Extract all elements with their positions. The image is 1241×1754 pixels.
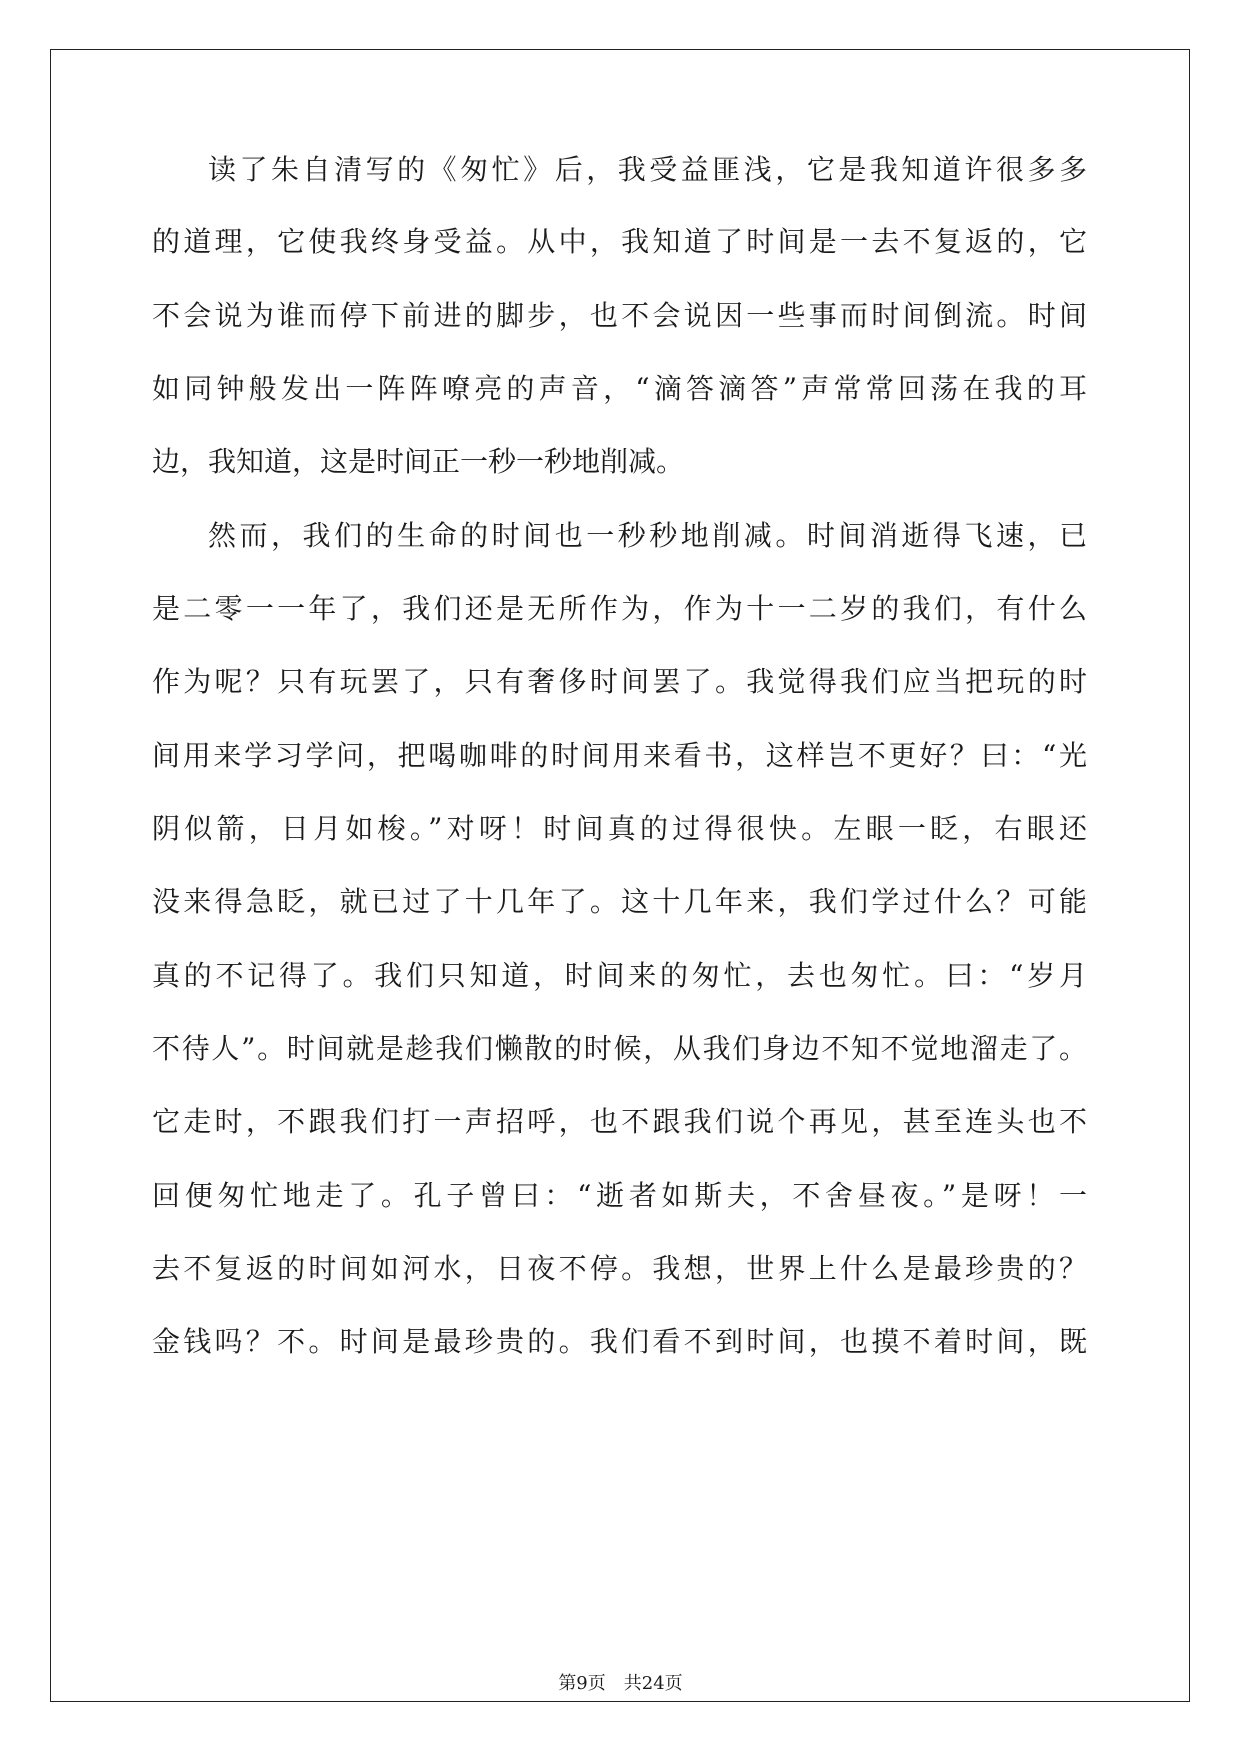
paragraph-2-line-2: 是二零一一年了，我们还是无所作为，作为十一二岁的我们，有什么	[152, 592, 1087, 625]
paragraph-2-line-7: 真的不记得了。我们只知道，时间来的匆忙，去也匆忙。曰：“岁月	[152, 959, 1087, 992]
paragraph-2-line-8: 不待人”。时间就是趁我们懒散的时候，从我们身边不知不觉地溜走了。	[152, 1032, 1087, 1065]
paragraph-2-line-6: 没来得急眨，就已过了十几年了。这十几年来，我们学过什么？可能	[152, 885, 1087, 918]
paragraph-1-line-5: 边，我知道，这是时间正一秒一秒地削减。	[152, 445, 685, 478]
page-footer	[0, 1672, 1241, 1696]
paragraph-2-line-9: 它走时，不跟我们打一声招呼，也不跟我们说个再见，甚至连头也不	[152, 1105, 1087, 1138]
paragraph-1-line-2: 的道理，它使我终身受益。从中，我知道了时间是一去不复返的，它	[152, 225, 1087, 258]
paragraph-2-line-1: 然而，我们的生命的时间也一秒秒地削减。时间消逝得飞速，已	[208, 519, 1087, 552]
page-total: 共24页	[623, 1673, 683, 1694]
page-number: 第9页	[558, 1673, 606, 1694]
paragraph-2-line-11: 去不复返的时间如河水，日夜不停。我想，世界上什么是最珍贵的？	[152, 1252, 1087, 1285]
paragraph-1-line-1: 读了朱自清写的《匆忙》后，我受益匪浅，它是我知道许很多多	[208, 153, 1087, 186]
paragraph-2-line-3: 作为呢？只有玩罢了，只有奢侈时间罢了。我觉得我们应当把玩的时	[152, 665, 1087, 698]
paragraph-1-line-4: 如同钟般发出一阵阵嘹亮的声音，“滴答滴答”声常常回荡在我的耳	[152, 372, 1087, 405]
paragraph-2-line-12: 金钱吗？不。时间是最珍贵的。我们看不到时间，也摸不着时间，既	[152, 1325, 1087, 1358]
paragraph-1-line-3: 不会说为谁而停下前进的脚步，也不会说因一些事而时间倒流。时间	[152, 299, 1087, 332]
paragraph-2-line-4: 间用来学习学问，把喝咖啡的时间用来看书，这样岂不更好？曰：“光	[152, 739, 1087, 772]
paragraph-2-line-10: 回便匆忙地走了。孔子曾曰：“逝者如斯夫，不舍昼夜。”是呀！一	[152, 1179, 1087, 1212]
paragraph-2-line-5: 阴似箭，日月如梭。”对呀！时间真的过得很快。左眼一眨，右眼还	[152, 812, 1087, 845]
